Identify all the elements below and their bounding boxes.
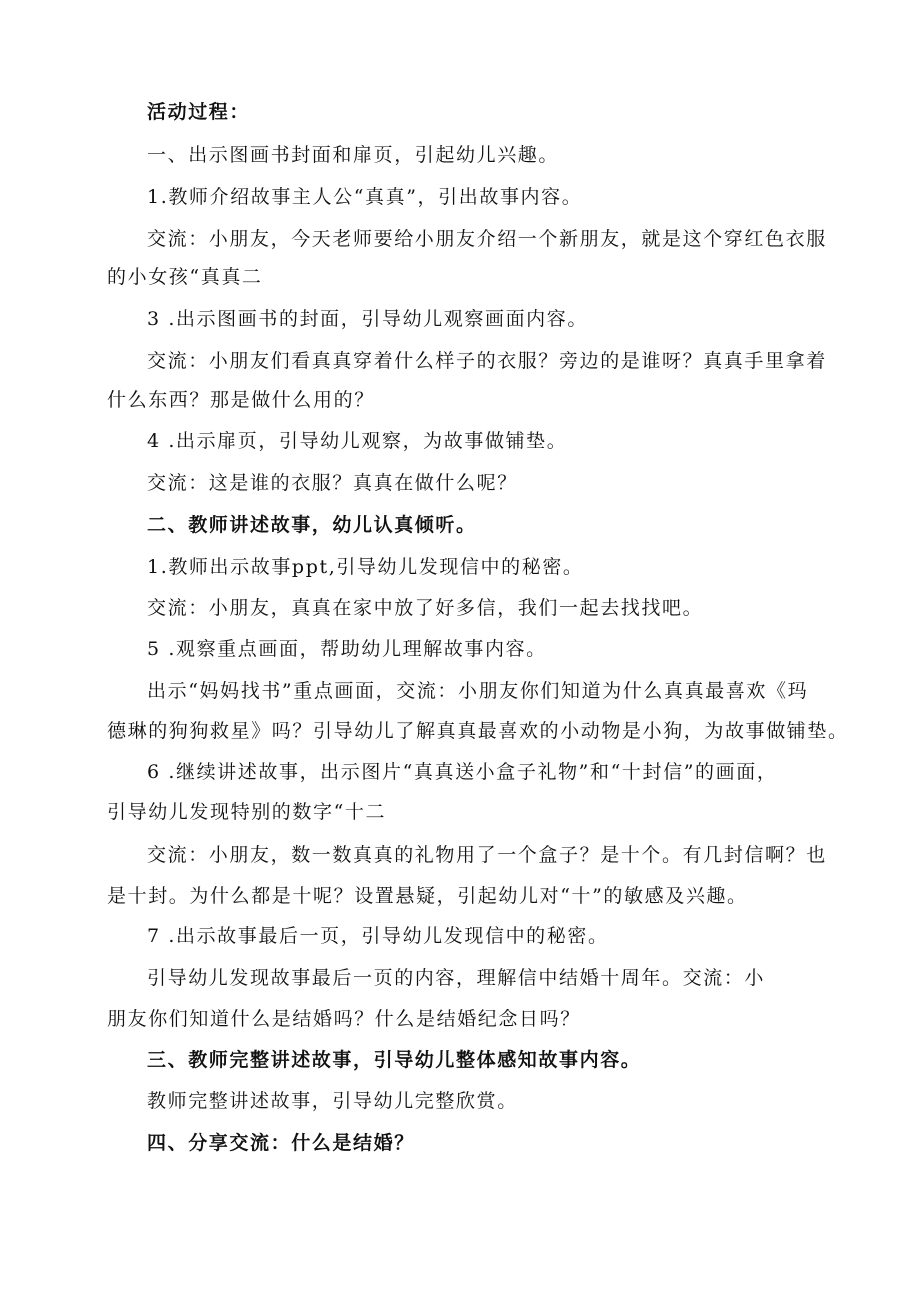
- paragraph-line: 交流：这是谁的衣服？真真在做什么呢？: [147, 472, 518, 494]
- step-heading-3: 三、教师完整讲述故事，引导幼儿整体感知故事内容。: [147, 1049, 642, 1071]
- paragraph-line: 是十封。为什么都是十呢？设置悬疑，引起幼儿对“十”的敏感及兴趣。: [107, 885, 748, 907]
- step-heading-2: 二、教师讲述故事，幼儿认真倾听。: [147, 514, 477, 536]
- substep-5: 5 .观察重点画面，帮助幼儿理解故事内容。: [147, 638, 547, 660]
- paragraph-line: 引导幼儿发现特别的数字“十二: [107, 801, 387, 823]
- paragraph-line: 交流：小朋友们看真真穿着什么样子的衣服？旁边的是谁呀？真真手里拿着: [147, 350, 827, 372]
- paragraph-line: 交流：小朋友，今天老师要给小朋友介绍一个新朋友，就是这个穿红色衣服: [147, 228, 827, 250]
- paragraph-line: 什么东西？那是做什么用的？: [107, 389, 375, 411]
- paragraph-line: 交流：小朋友，数一数真真的礼物用了一个盒子？是十个。有几封信啊？也: [147, 844, 827, 866]
- paragraph-line: 朋友你们知道什么是结婚吗？什么是结婚纪念日吗？: [107, 1008, 581, 1030]
- paragraph-line: 德琳的狗狗救星》吗？引导幼儿了解真真最喜欢的小动物是小狗，为故事做铺垫。: [107, 720, 849, 742]
- step-heading-4: 四、分享交流：什么是结婚？: [147, 1132, 415, 1154]
- paragraph-line: 教师完整讲述故事，引导幼儿完整欣赏。: [147, 1090, 518, 1112]
- substep-4: 4 .出示扉页，引导幼儿观察，为故事做铺垫。: [147, 430, 568, 452]
- section-heading-activity-process: 活动过程：: [147, 101, 251, 123]
- substep-7: 7 .出示故事最后一页，引导幼儿发现信中的秘密。: [147, 925, 609, 947]
- substep-1: 1.教师介绍故事主人公“真真”，引出故事内容。: [147, 186, 583, 208]
- substep-3: 3 .出示图画书的封面，引导幼儿观察画面内容。: [147, 308, 588, 330]
- paragraph-line: 出示“妈妈找书”重点画面，交流：小朋友你们知道为什么真真最喜欢《玛: [147, 680, 809, 702]
- paragraph-line: 引导幼儿发现故事最后一页的内容，理解信中结婚十周年。交流：小: [147, 967, 766, 989]
- step-heading-1: 一、出示图画书封面和扉页，引起幼儿兴趣。: [147, 144, 560, 166]
- substep-1b: 1.教师出示故事ppt,引导幼儿发现信中的秘密。: [147, 556, 584, 578]
- substep-6: 6 .继续讲述故事，出示图片“真真送小盒子礼物”和“十封信”的画面，: [147, 761, 778, 783]
- paragraph-line: 交流：小朋友，真真在家中放了好多信，我们一起去找找吧。: [147, 597, 704, 619]
- paragraph-line: 的小女孩“真真二: [107, 266, 263, 288]
